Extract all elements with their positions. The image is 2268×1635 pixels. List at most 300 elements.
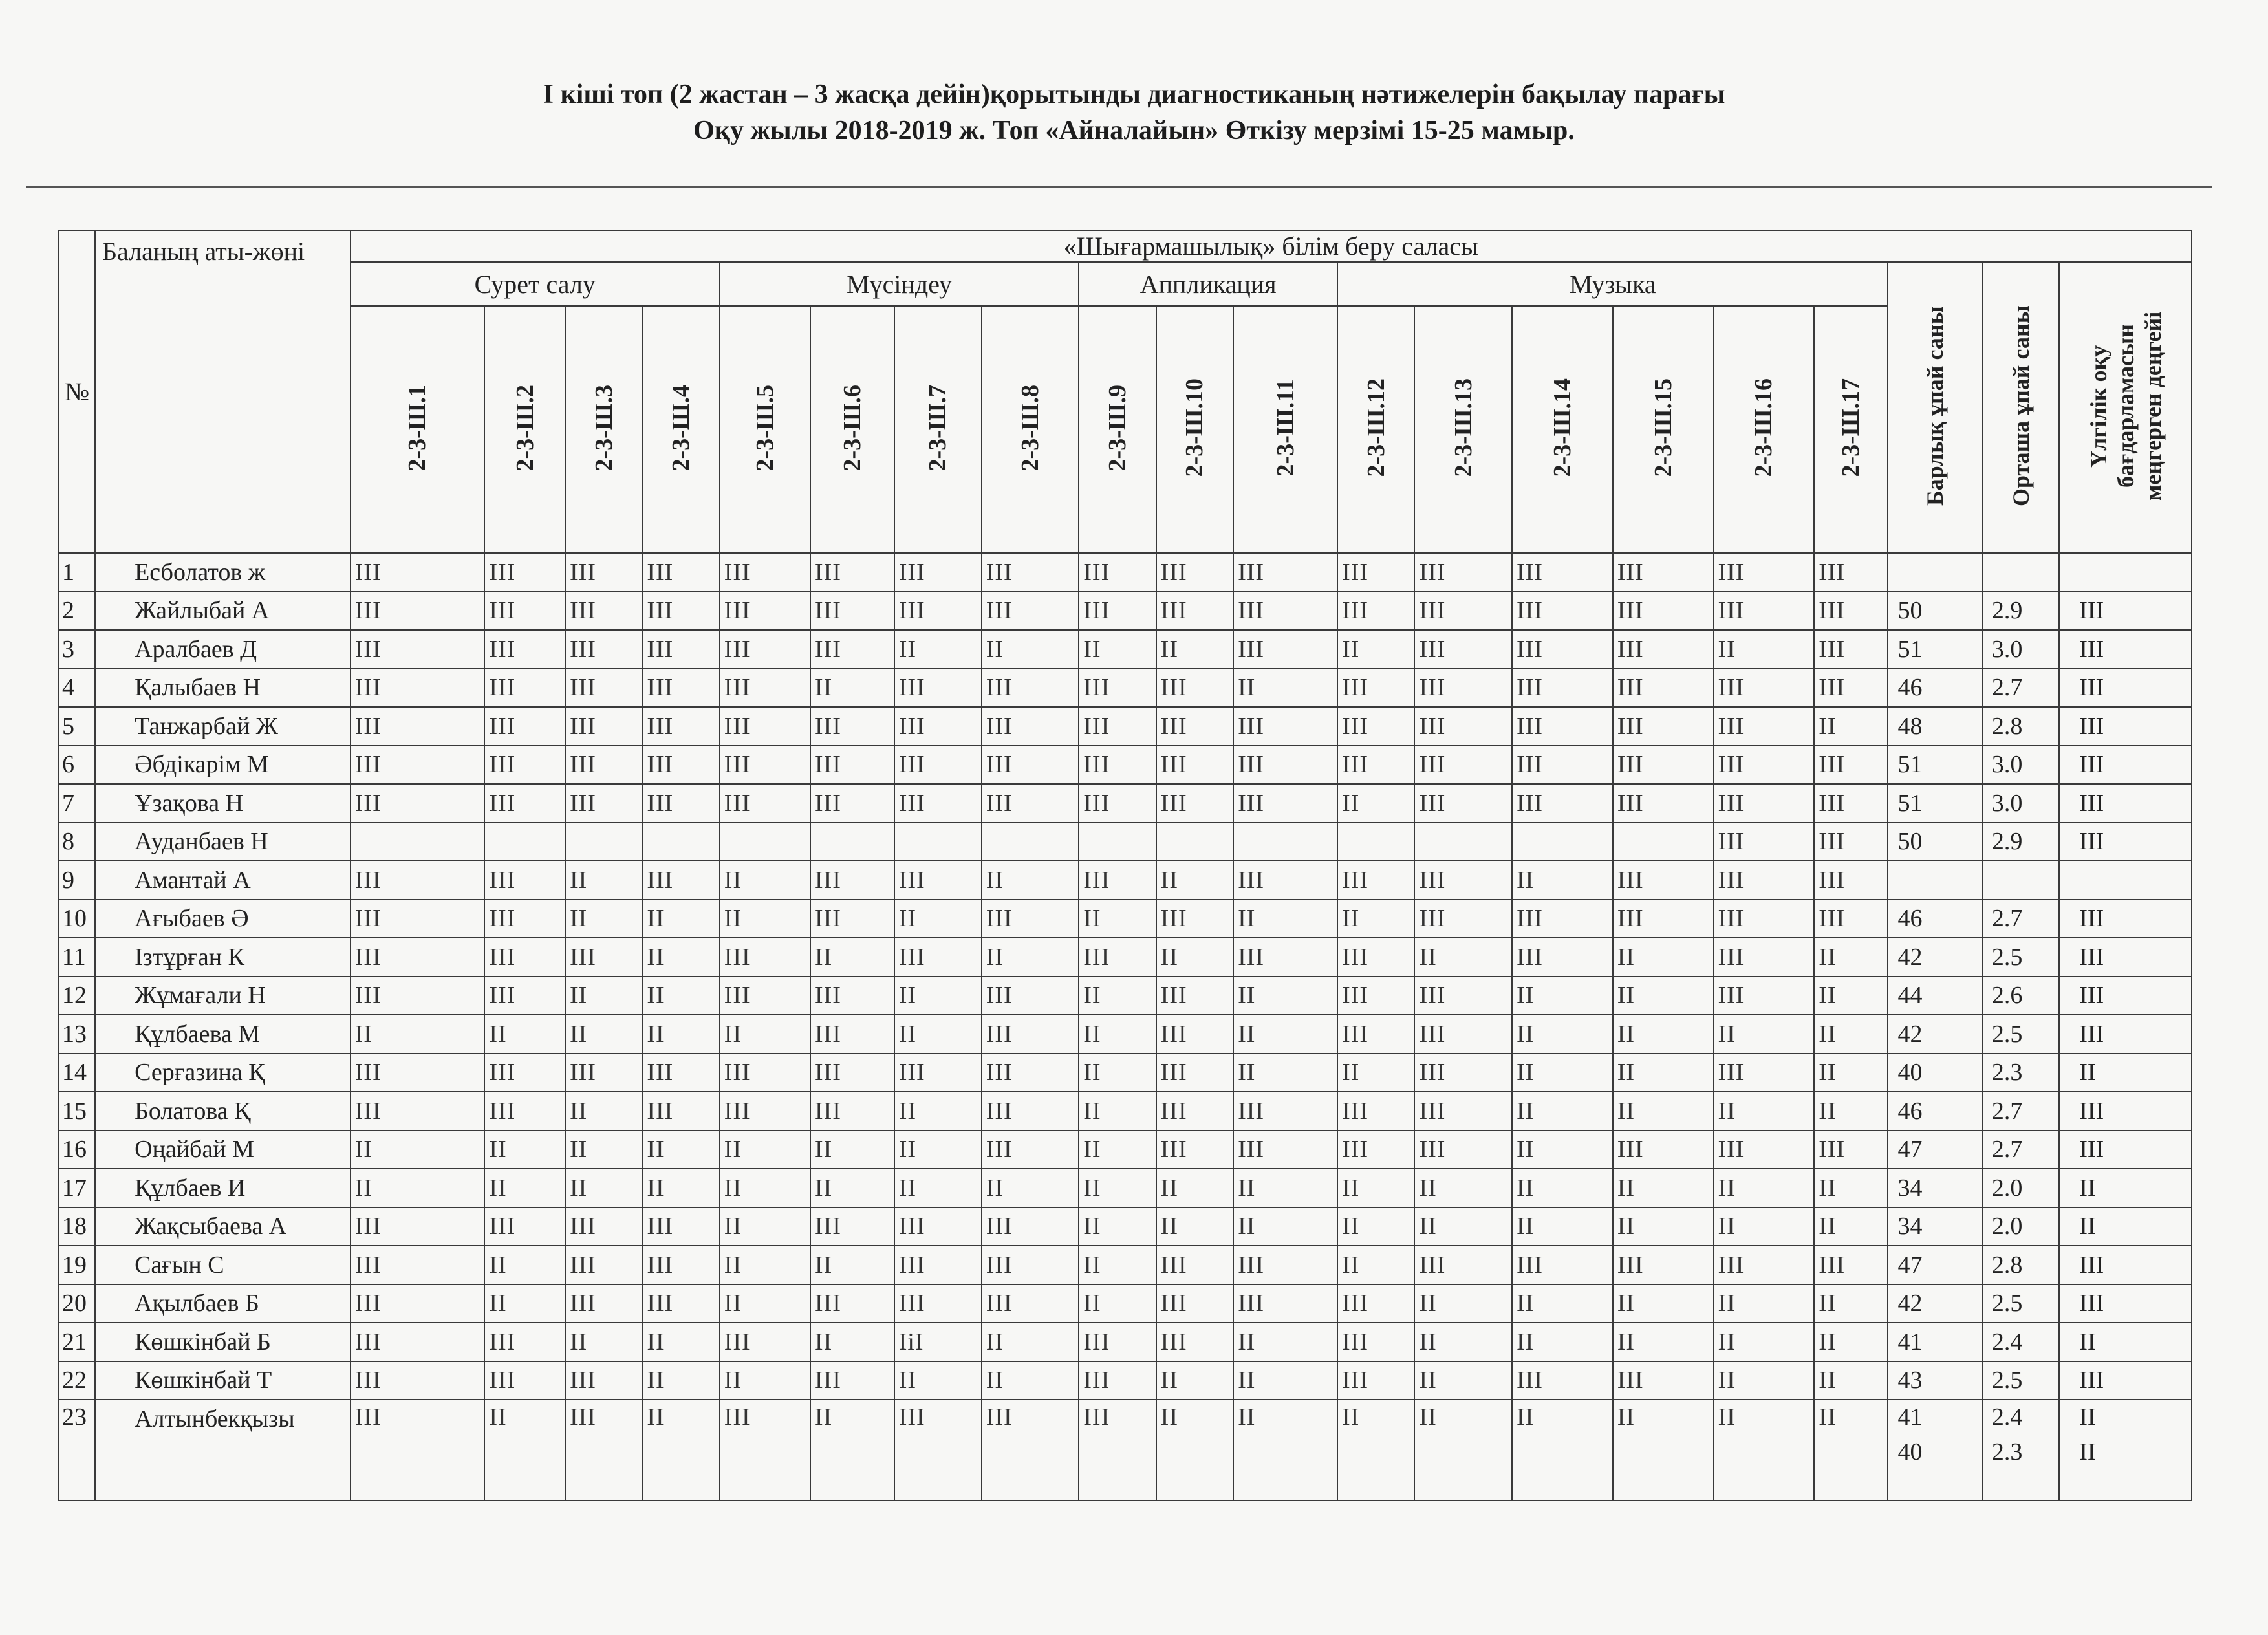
skill-mark: II bbox=[720, 900, 810, 938]
child-name: Әбдікарім М bbox=[95, 746, 351, 785]
skill-mark: II bbox=[1233, 1361, 1337, 1400]
diagnostics-table bbox=[58, 230, 2192, 1501]
skill-mark: III bbox=[810, 1054, 894, 1092]
sheet-title: I кіші топ (2 жастан – 3 жасқа дейін)қорытынды диагностиканың нәтижелерін бақылау парағы bbox=[543, 80, 1725, 109]
skill-mark: III bbox=[1613, 630, 1714, 669]
skill-mark: III bbox=[1079, 592, 1156, 631]
skill-mark: II bbox=[1079, 1015, 1156, 1054]
total-score: 42 bbox=[1888, 1284, 1982, 1323]
skill-mark: III bbox=[1512, 1246, 1613, 1284]
skill-code-header: 2-3-Ш.13 bbox=[1414, 306, 1512, 553]
skill-mark: II bbox=[1714, 1323, 1815, 1361]
skill-mark: III bbox=[1613, 861, 1714, 900]
level-value: III bbox=[2059, 823, 2192, 861]
skill-mark: II bbox=[894, 630, 982, 669]
skill-mark: III bbox=[1414, 707, 1512, 746]
skill-mark: III bbox=[894, 1400, 982, 1500]
average-score: 2.4 bbox=[1982, 1323, 2059, 1361]
skill-mark: II bbox=[1156, 1400, 1233, 1500]
skill-mark: III bbox=[565, 1054, 642, 1092]
total-score: 47 bbox=[1888, 1131, 1982, 1169]
group-drawing: Сурет салу bbox=[351, 262, 720, 306]
skill-mark: II bbox=[1414, 1169, 1512, 1207]
skill-mark: II bbox=[565, 1131, 642, 1169]
skill-code-header: 2-3-Ш.12 bbox=[1337, 306, 1414, 553]
skill-mark: III bbox=[351, 938, 485, 977]
skill-mark: II bbox=[720, 1015, 810, 1054]
skill-mark: II bbox=[1613, 1092, 1714, 1131]
skill-mark: II bbox=[642, 1361, 719, 1400]
skill-mark: III bbox=[484, 592, 565, 631]
skill-mark: III bbox=[565, 1207, 642, 1246]
skill-mark: III bbox=[982, 1092, 1079, 1131]
skill-mark: II bbox=[810, 669, 894, 708]
row-number: 21 bbox=[59, 1323, 95, 1361]
skill-mark: III bbox=[1156, 1246, 1233, 1284]
skill-mark: III bbox=[1156, 977, 1233, 1015]
child-name: Жұмағали Н bbox=[95, 977, 351, 1015]
total-score bbox=[1888, 1400, 1982, 1500]
skill-mark: III bbox=[1156, 1054, 1233, 1092]
skill-mark: III bbox=[982, 1207, 1079, 1246]
skill-mark: III bbox=[1414, 861, 1512, 900]
row-number: 6 bbox=[59, 746, 95, 785]
skill-mark: II bbox=[1512, 1207, 1613, 1246]
row-number: 15 bbox=[59, 1092, 95, 1131]
skill-mark: II bbox=[1233, 669, 1337, 708]
average-score: 2.0 bbox=[1982, 1207, 2059, 1246]
skill-mark: II bbox=[565, 1092, 642, 1131]
skill-mark: III bbox=[484, 630, 565, 669]
skill-mark: III bbox=[1337, 861, 1414, 900]
skill-mark: II bbox=[1814, 1169, 1888, 1207]
skill-mark: III bbox=[1814, 784, 1888, 823]
skill-mark: II bbox=[484, 1246, 565, 1284]
skill-mark: II bbox=[1714, 1361, 1815, 1400]
skill-mark: III bbox=[720, 1400, 810, 1500]
skill-mark: III bbox=[1414, 1015, 1512, 1054]
skill-mark: II bbox=[1613, 938, 1714, 977]
skill-mark: III bbox=[1714, 707, 1815, 746]
skill-mark: III bbox=[982, 669, 1079, 708]
table-row bbox=[59, 707, 2192, 746]
skill-mark: II bbox=[1337, 630, 1414, 669]
skill-mark: III bbox=[810, 1092, 894, 1131]
skill-mark: II bbox=[1156, 1169, 1233, 1207]
skill-mark: III bbox=[484, 1361, 565, 1400]
child-name: Аралбаев Д bbox=[95, 630, 351, 669]
average-score: 3.0 bbox=[1982, 746, 2059, 785]
level-value bbox=[2059, 861, 2192, 900]
skill-mark: III bbox=[894, 1246, 982, 1284]
skill-mark: III bbox=[720, 707, 810, 746]
skill-mark: III bbox=[894, 1207, 982, 1246]
skill-mark: II bbox=[1079, 1054, 1156, 1092]
skill-mark: III bbox=[1079, 1400, 1156, 1500]
table-row bbox=[59, 1015, 2192, 1054]
skill-mark: II bbox=[1814, 1400, 1888, 1500]
skill-mark: III bbox=[1512, 746, 1613, 785]
skill-mark: III bbox=[1613, 1246, 1714, 1284]
skill-mark: III bbox=[982, 784, 1079, 823]
skill-code-header: 2-3-Ш.9 bbox=[1079, 306, 1156, 553]
skill-mark: III bbox=[1512, 630, 1613, 669]
skill-mark: III bbox=[351, 1207, 485, 1246]
table-row bbox=[59, 669, 2192, 708]
skill-mark: III bbox=[1613, 707, 1714, 746]
child-name: Оңайбай М bbox=[95, 1131, 351, 1169]
skill-mark: III bbox=[982, 707, 1079, 746]
skill-mark: II bbox=[565, 900, 642, 938]
skill-mark: II bbox=[982, 938, 1079, 977]
skill-mark: II bbox=[351, 1169, 485, 1207]
total-score: 46 bbox=[1888, 900, 1982, 938]
skill-mark: III bbox=[810, 861, 894, 900]
skill-mark: II bbox=[1337, 1400, 1414, 1500]
skill-mark: II bbox=[1233, 1169, 1337, 1207]
level-header: Үлгілік оқу бағдарламасын меңгерген деңгейі bbox=[2059, 262, 2192, 553]
skill-mark: III bbox=[982, 1246, 1079, 1284]
skill-mark bbox=[1233, 823, 1337, 861]
skill-mark: III bbox=[1613, 900, 1714, 938]
skill-mark: II bbox=[642, 938, 719, 977]
score-line-extra: 40 bbox=[1897, 1438, 1923, 1466]
skill-mark: II bbox=[1714, 1092, 1815, 1131]
level-value: III bbox=[2059, 1092, 2192, 1131]
skill-mark: III bbox=[351, 861, 485, 900]
average-score bbox=[1982, 1400, 2059, 1500]
skill-mark: III bbox=[1079, 746, 1156, 785]
skill-mark: III bbox=[1814, 553, 1888, 592]
row-number: 19 bbox=[59, 1246, 95, 1284]
average-score: 2.5 bbox=[1982, 938, 2059, 977]
skill-mark: III bbox=[894, 861, 982, 900]
skill-mark: II bbox=[894, 1092, 982, 1131]
skill-mark: III bbox=[1156, 669, 1233, 708]
skill-mark: III bbox=[1714, 669, 1815, 708]
table-row bbox=[59, 1092, 2192, 1131]
skill-mark: III bbox=[1414, 746, 1512, 785]
skill-mark: II bbox=[1613, 1400, 1714, 1500]
skill-mark: III bbox=[1512, 1361, 1613, 1400]
row-number: 23 bbox=[59, 1400, 95, 1500]
skill-mark: II bbox=[1414, 938, 1512, 977]
skill-mark: III bbox=[1714, 861, 1815, 900]
skill-mark: II bbox=[1613, 1169, 1714, 1207]
total-score: 43 bbox=[1888, 1361, 1982, 1400]
skill-mark: III bbox=[1079, 861, 1156, 900]
child-name: Ағыбаев Ә bbox=[95, 900, 351, 938]
skill-mark: III bbox=[1233, 938, 1337, 977]
skill-mark: III bbox=[642, 1246, 719, 1284]
skill-mark: II bbox=[894, 1361, 982, 1400]
skill-mark: III bbox=[1414, 592, 1512, 631]
score-line: II bbox=[2079, 1403, 2096, 1431]
skill-mark: II bbox=[351, 1131, 485, 1169]
skill-mark: III bbox=[1337, 592, 1414, 631]
skill-mark: II bbox=[1814, 707, 1888, 746]
skill-mark: II bbox=[1079, 1092, 1156, 1131]
average-score: 2.5 bbox=[1982, 1015, 2059, 1054]
skill-mark: II bbox=[894, 977, 982, 1015]
skill-mark: II bbox=[642, 1323, 719, 1361]
child-name: Ұзақова Н bbox=[95, 784, 351, 823]
skill-mark: III bbox=[720, 977, 810, 1015]
child-name: Ауданбаев Н bbox=[95, 823, 351, 861]
skill-mark: II bbox=[1512, 1054, 1613, 1092]
skill-mark: II bbox=[1512, 861, 1613, 900]
skill-mark: II bbox=[1233, 900, 1337, 938]
skill-mark: III bbox=[1233, 707, 1337, 746]
score-line: 2.4 bbox=[1991, 1403, 2023, 1431]
skill-mark bbox=[982, 823, 1079, 861]
skill-mark: II bbox=[1233, 1207, 1337, 1246]
skill-mark: III bbox=[1714, 784, 1815, 823]
skill-mark: II bbox=[1814, 1323, 1888, 1361]
table-row bbox=[59, 823, 2192, 861]
row-number: 8 bbox=[59, 823, 95, 861]
skill-mark: III bbox=[565, 669, 642, 708]
skill-mark: III bbox=[642, 784, 719, 823]
skill-mark: III bbox=[642, 1092, 719, 1131]
average-score: 2.7 bbox=[1982, 1131, 2059, 1169]
child-name: Жақсыбаева А bbox=[95, 1207, 351, 1246]
skill-mark: II bbox=[1814, 1092, 1888, 1131]
skill-mark: III bbox=[720, 1323, 810, 1361]
child-name: Сағын С bbox=[95, 1246, 351, 1284]
level-value bbox=[2059, 553, 2192, 592]
skill-mark: II bbox=[982, 630, 1079, 669]
average-score bbox=[1982, 553, 2059, 592]
skill-mark: III bbox=[642, 553, 719, 592]
skill-mark: III bbox=[1079, 938, 1156, 977]
skill-mark: III bbox=[982, 746, 1079, 785]
skill-mark: III bbox=[720, 1054, 810, 1092]
skill-mark: III bbox=[642, 1054, 719, 1092]
row-number: 22 bbox=[59, 1361, 95, 1400]
skill-code-header: 2-3-Ш.4 bbox=[642, 306, 719, 553]
skill-mark bbox=[1512, 823, 1613, 861]
total-score: 46 bbox=[1888, 1092, 1982, 1131]
skill-code-header: 2-3-Ш.17 bbox=[1814, 306, 1888, 553]
skill-mark: III bbox=[1233, 1246, 1337, 1284]
skill-mark: II bbox=[1814, 1054, 1888, 1092]
group-modeling: Мүсіндеу bbox=[720, 262, 1079, 306]
average-score: 2.8 bbox=[1982, 707, 2059, 746]
skill-mark: III bbox=[642, 1284, 719, 1323]
skill-mark: III bbox=[894, 746, 982, 785]
skill-mark: II bbox=[1814, 1361, 1888, 1400]
skill-mark: III bbox=[894, 784, 982, 823]
skill-mark: III bbox=[565, 1284, 642, 1323]
table-row bbox=[59, 900, 2192, 938]
skill-mark: III bbox=[1814, 669, 1888, 708]
skill-mark: III bbox=[484, 1207, 565, 1246]
skill-mark: III bbox=[1156, 1092, 1233, 1131]
skill-mark: III bbox=[1233, 1092, 1337, 1131]
skill-mark: III bbox=[1233, 1284, 1337, 1323]
skill-mark: III bbox=[982, 900, 1079, 938]
skill-mark: II bbox=[642, 1169, 719, 1207]
skill-mark: III bbox=[810, 1207, 894, 1246]
skill-mark: II bbox=[642, 977, 719, 1015]
child-name: Көшкінбай Т bbox=[95, 1361, 351, 1400]
level-value: III bbox=[2059, 669, 2192, 708]
skill-mark: III bbox=[1414, 900, 1512, 938]
skill-mark: III bbox=[982, 553, 1079, 592]
child-name: Алтынбекқызы bbox=[95, 1400, 351, 1500]
table-row bbox=[59, 1323, 2192, 1361]
skill-mark: II bbox=[720, 1169, 810, 1207]
average-score: 3.0 bbox=[1982, 784, 2059, 823]
skill-mark: III bbox=[565, 707, 642, 746]
skill-mark: III bbox=[1079, 1361, 1156, 1400]
level-value: III bbox=[2059, 1015, 2192, 1054]
level-value: III bbox=[2059, 1361, 2192, 1400]
skill-mark: III bbox=[565, 630, 642, 669]
sheet-subtitle: Оқу жылы 2018-2019 ж. Топ «Айналайын» Өткізу мерзімі 15-25 мамыр. bbox=[693, 116, 1575, 146]
row-number: 9 bbox=[59, 861, 95, 900]
skill-mark: III bbox=[1714, 1131, 1815, 1169]
skill-mark: III bbox=[1714, 1246, 1815, 1284]
child-name: Көшкінбай Б bbox=[95, 1323, 351, 1361]
skill-mark: II bbox=[1079, 1169, 1156, 1207]
skill-mark: III bbox=[1414, 1131, 1512, 1169]
level-value: III bbox=[2059, 592, 2192, 631]
skill-mark: II bbox=[1714, 630, 1815, 669]
skill-mark: III bbox=[642, 1207, 719, 1246]
skill-mark: II bbox=[1613, 977, 1714, 1015]
skill-code-header: 2-3-Ш.11 bbox=[1233, 306, 1337, 553]
skill-mark: III bbox=[351, 1284, 485, 1323]
skill-mark: II bbox=[1414, 1400, 1512, 1500]
skill-mark: III bbox=[1714, 900, 1815, 938]
skill-mark: III bbox=[484, 900, 565, 938]
skill-mark: III bbox=[810, 784, 894, 823]
table-row bbox=[59, 1361, 2192, 1400]
skill-mark: II bbox=[1337, 784, 1414, 823]
skill-mark: III bbox=[1079, 707, 1156, 746]
skill-mark: II bbox=[1714, 1284, 1815, 1323]
skill-mark: II bbox=[720, 1361, 810, 1400]
child-name: Ізтұрған К bbox=[95, 938, 351, 977]
total-score: 46 bbox=[1888, 669, 1982, 708]
skill-mark: III bbox=[1156, 1284, 1233, 1323]
skill-mark bbox=[1613, 823, 1714, 861]
skill-mark: III bbox=[1156, 553, 1233, 592]
skill-mark: II bbox=[1337, 1246, 1414, 1284]
child-name: Серғазина Қ bbox=[95, 1054, 351, 1092]
skill-mark: II bbox=[565, 861, 642, 900]
skill-mark: II bbox=[1512, 1169, 1613, 1207]
skill-mark: III bbox=[351, 784, 485, 823]
skill-mark: III bbox=[565, 784, 642, 823]
skill-mark: II bbox=[1079, 1207, 1156, 1246]
total-score: 42 bbox=[1888, 938, 1982, 977]
table-row bbox=[59, 1400, 2192, 1500]
average-score: 2.7 bbox=[1982, 669, 2059, 708]
skill-mark: II bbox=[1814, 938, 1888, 977]
skill-mark: III bbox=[351, 1323, 485, 1361]
total-score bbox=[1888, 553, 1982, 592]
skill-mark: II bbox=[1512, 1400, 1613, 1500]
skill-mark: II bbox=[1512, 1284, 1613, 1323]
score-line: 41 bbox=[1897, 1403, 1923, 1431]
skill-mark: III bbox=[1337, 1284, 1414, 1323]
skill-mark: III bbox=[1714, 746, 1815, 785]
skill-mark: II bbox=[720, 1131, 810, 1169]
skill-mark: III bbox=[720, 746, 810, 785]
skill-mark: III bbox=[1814, 900, 1888, 938]
level-value: II bbox=[2059, 1207, 2192, 1246]
level-value: II bbox=[2059, 1323, 2192, 1361]
row-number: 12 bbox=[59, 977, 95, 1015]
row-number: 3 bbox=[59, 630, 95, 669]
skill-mark: III bbox=[810, 630, 894, 669]
table-row bbox=[59, 1131, 2192, 1169]
average-score: 2.7 bbox=[1982, 1092, 2059, 1131]
skill-mark: II bbox=[1233, 1015, 1337, 1054]
skill-code-header: 2-3-Ш.7 bbox=[894, 306, 982, 553]
skill-code-header: 2-3-Ш.6 bbox=[810, 306, 894, 553]
skill-mark bbox=[894, 823, 982, 861]
average-score bbox=[1982, 861, 2059, 900]
skill-mark: II bbox=[810, 1246, 894, 1284]
skill-mark: III bbox=[642, 746, 719, 785]
skill-mark bbox=[1337, 823, 1414, 861]
total-score: 51 bbox=[1888, 746, 1982, 785]
total-score: 51 bbox=[1888, 784, 1982, 823]
skill-mark: III bbox=[1414, 630, 1512, 669]
row-number: 20 bbox=[59, 1284, 95, 1323]
skill-mark: II bbox=[1814, 1015, 1888, 1054]
total-score: 42 bbox=[1888, 1015, 1982, 1054]
skill-mark: II bbox=[982, 1323, 1079, 1361]
skill-mark: III bbox=[642, 707, 719, 746]
average-score: 2.8 bbox=[1982, 1246, 2059, 1284]
skill-mark: III bbox=[1079, 553, 1156, 592]
skill-mark: III bbox=[894, 1054, 982, 1092]
skill-mark: II bbox=[565, 1015, 642, 1054]
skill-mark: II bbox=[894, 1015, 982, 1054]
skill-mark: II bbox=[642, 1015, 719, 1054]
skill-mark: III bbox=[1337, 977, 1414, 1015]
skill-mark: II bbox=[1233, 1400, 1337, 1500]
skill-mark: II bbox=[1337, 900, 1414, 938]
skill-mark: II bbox=[1814, 977, 1888, 1015]
skill-mark: II bbox=[720, 1246, 810, 1284]
skill-mark bbox=[351, 823, 485, 861]
row-number: 13 bbox=[59, 1015, 95, 1054]
table-row bbox=[59, 1284, 2192, 1323]
skill-mark: II bbox=[1337, 1169, 1414, 1207]
skill-mark: III bbox=[720, 592, 810, 631]
skill-mark: III bbox=[1414, 669, 1512, 708]
skill-mark: II bbox=[810, 1169, 894, 1207]
total-score: 34 bbox=[1888, 1207, 1982, 1246]
skill-mark: III bbox=[1079, 1323, 1156, 1361]
skill-mark: III bbox=[484, 1323, 565, 1361]
skill-mark bbox=[642, 823, 719, 861]
row-number: 1 bbox=[59, 553, 95, 592]
skill-mark: III bbox=[1814, 1131, 1888, 1169]
child-name: Қалыбаев Н bbox=[95, 669, 351, 708]
row-number: 10 bbox=[59, 900, 95, 938]
skill-mark: III bbox=[1613, 592, 1714, 631]
table-row bbox=[59, 630, 2192, 669]
skill-mark: II bbox=[565, 1323, 642, 1361]
skill-mark: III bbox=[565, 938, 642, 977]
